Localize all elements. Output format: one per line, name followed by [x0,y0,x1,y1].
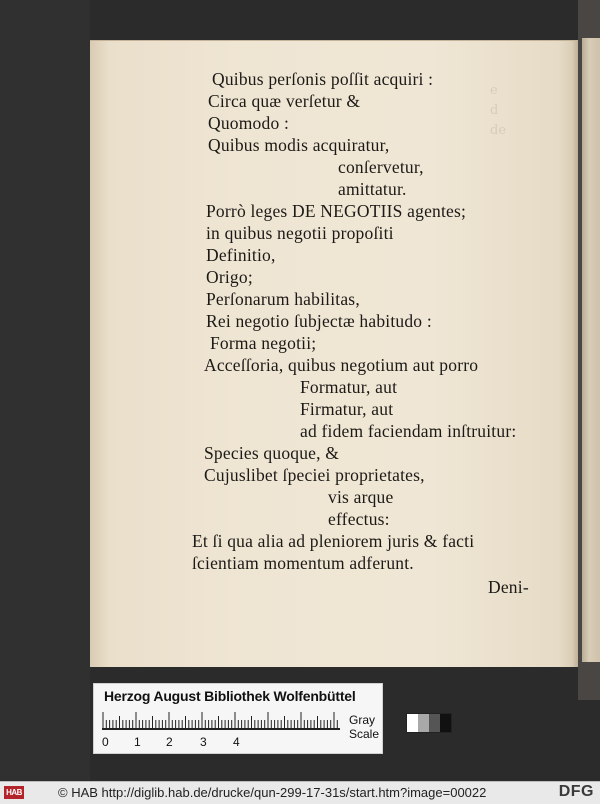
dfg-logo: DFG [558,783,594,800]
measurement-ruler [102,712,340,728]
text-line: Definitio, [206,245,276,265]
text-line: Quibus perſonis poſſit acquiri : [212,69,434,89]
copyright-url[interactable]: © HAB http://diglib.hab.de/drucke/qun-299-17-31s/start.htm?image=00022 [58,785,487,800]
hab-logo-icon: HAB [4,786,24,799]
scale-number: 4 [233,735,240,749]
text-line: Forma negotii; [210,333,317,353]
text-line: Rei negotio ſubjectæ habitudo : [206,311,432,331]
text-line: Circa quæ verſetur & [208,91,361,111]
text-line: vis arque [328,487,394,507]
text-line: conſervetur, [338,157,424,177]
text-line: Cujuslibet ſpeciei proprietates, [204,465,425,485]
bleed-through-text: e d de [490,83,507,138]
ruler-labels [102,735,342,749]
scale-number: 2 [166,735,173,749]
book-page [90,40,578,667]
gray-scale-label: Gray Scale [349,713,380,741]
text-line: in quibus negotii propoſiti [206,223,394,243]
text-line: Porrò leges DE NEGOTIIS agentes; [206,201,467,221]
adjacent-page-edge [582,38,600,662]
text-line: Et ſi qua alia ad pleniorem juris & facti [192,531,475,551]
text-line: Origo; [206,267,253,287]
background-left [0,0,90,780]
gray-scale-patches [406,713,452,733]
text-line: Species quoque, & [204,443,340,463]
catchword: Deni- [488,577,529,597]
text-line: ad fidem faciendam inſtruitur: [300,421,517,441]
scale-number: 1 [134,735,141,749]
scale-number: 0 [102,735,109,749]
text-line: Firmatur, aut [300,399,394,419]
scale-number: 3 [200,735,207,749]
text-line: Perſonarum habilitas, [206,289,360,309]
text-line: amittatur. [338,179,407,199]
color-reference-card [93,683,383,754]
library-name: Herzog August Bibliothek Wolfenbüttel [104,688,356,704]
text-line: Acceſſoria, quibus negotium aut porro [204,355,479,375]
text-line: Formatur, aut [300,377,398,397]
text-line: effectus: [328,509,390,529]
viewer-footer [0,781,600,804]
text-line: Quibus modis acquiratur, [208,135,390,155]
text-line: Quomodo : [208,113,290,133]
text-line: ſcientiam momentum adferunt. [192,553,414,573]
